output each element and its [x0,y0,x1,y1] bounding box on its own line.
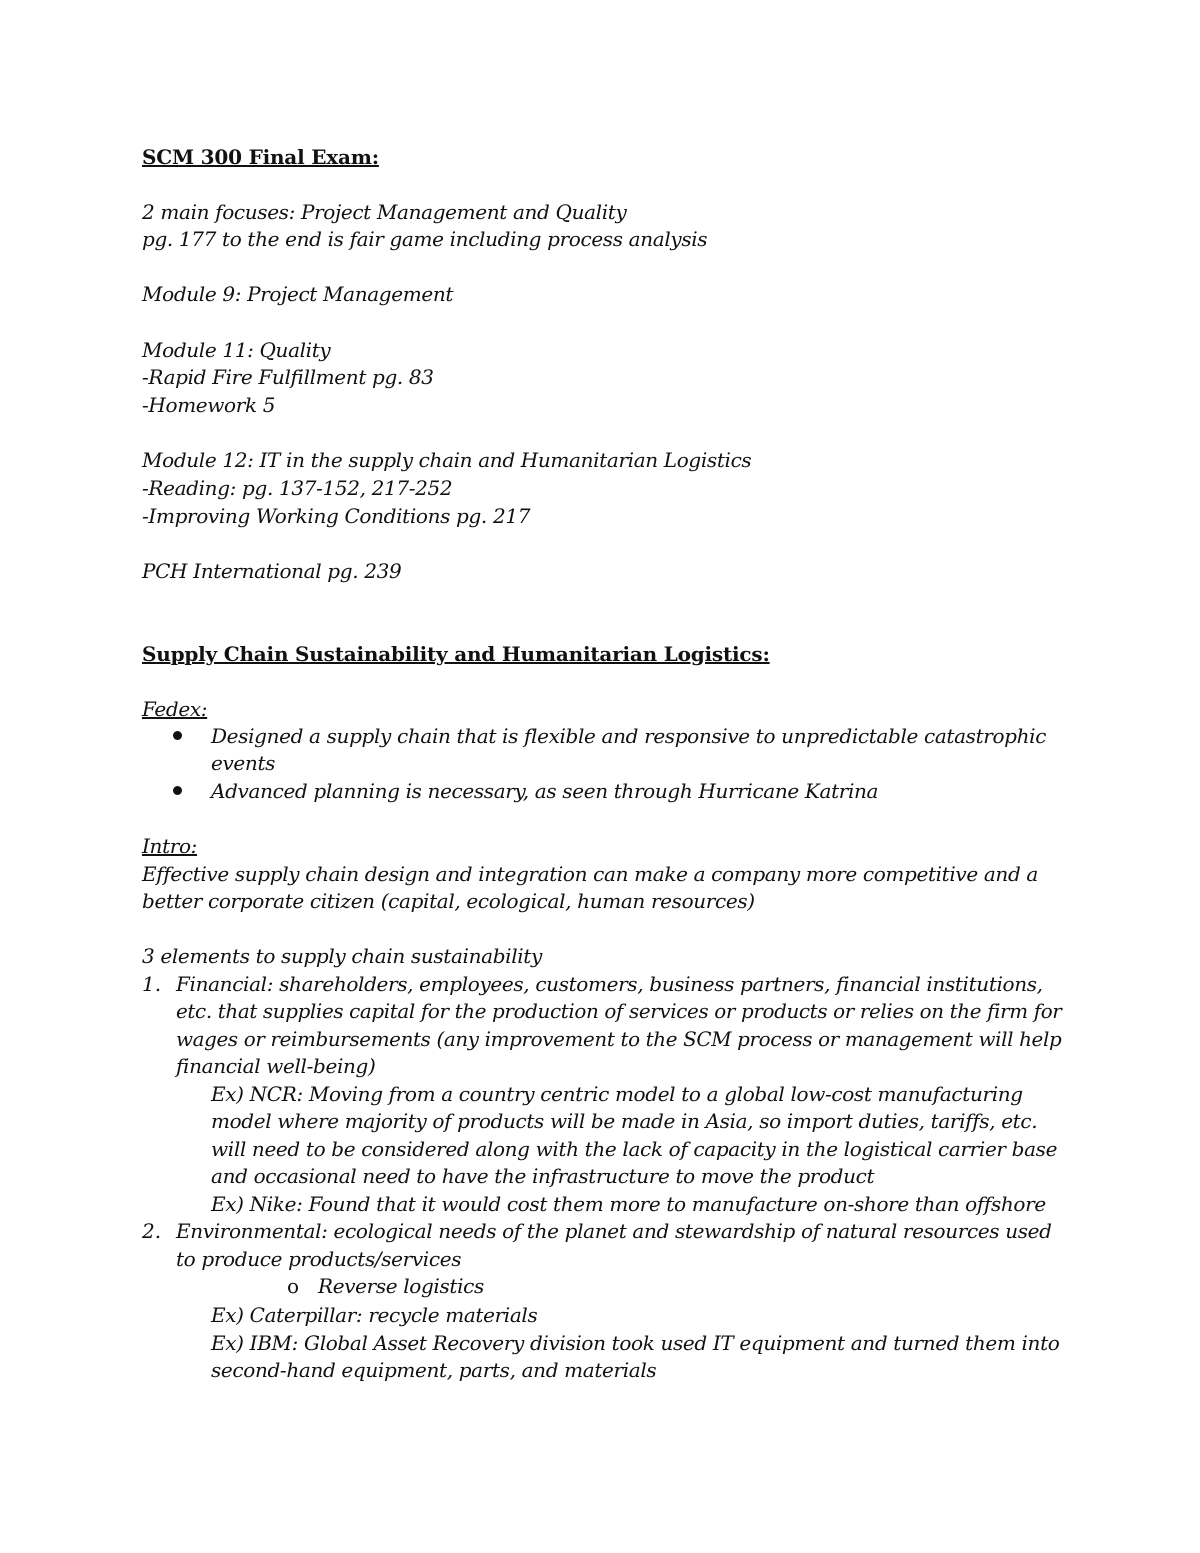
module-12-item: -Improving Working Conditions pg. 217 [142,504,531,528]
environmental-text: Environmental: ecological needs of the planet and stewardship of natural resources used [176,1219,1052,1243]
example-text: Ex) Caterpillar: recycle materials [211,1303,538,1327]
list-number: 1. [142,972,162,996]
list-number: 2. [142,1219,162,1243]
environmental-text: to produce products/services [176,1247,462,1271]
intro-label: Intro: [142,834,198,858]
module-11-item: -Rapid Fire Fulfillment pg. 83 [142,365,434,389]
pch-line: PCH International pg. 239 [142,559,402,583]
scope-line: pg. 177 to the end is fair game including process analysis [142,227,708,251]
financial-text: Financial: shareholders, employees, customers, business partners, financial institutions, [176,972,1043,996]
fedex-bullet-text: events [211,751,276,775]
financial-text: financial well-being) [176,1054,376,1078]
fedex-label: Fedex: [142,697,208,721]
module-11-title: Module 11: Quality [142,338,331,362]
example-text: Ex) NCR: Moving from a country centric model to a global low-cost manufacturing [211,1082,1023,1106]
exam-title: SCM 300 Final Exam: [142,145,379,169]
fedex-bullet-text: Designed a supply chain that is flexible and responsive to unpredictable catastrophic [211,724,1047,748]
example-text: model where majority of products will be made in Asia, so import duties, tariffs, etc. [211,1109,1038,1133]
module-9-line: Module 9: Project Management [142,282,454,306]
elements-title: 3 elements to supply chain sustainability [142,944,542,968]
bullet-dot [173,731,182,740]
example-text: second-hand equipment, parts, and materials [211,1358,657,1382]
example-text: Ex) Nike: Found that it would cost them more to manufacture on-shore than offshore [211,1192,1046,1216]
financial-text: wages or reimbursements (any improvement to the SCM process or management will help [176,1027,1062,1051]
module-12-item: -Reading: pg. 137-152, 217-252 [142,476,453,500]
example-text: and occasional need to have the infrastructure to move the product [211,1164,875,1188]
fedex-bullet-text: Advanced planning is necessary, as seen through Hurricane Katrina [211,779,879,803]
module-11-item: -Homework 5 [142,393,276,417]
example-text: will need to be considered along with the lack of capacity in the logistical carrier base [211,1137,1058,1161]
main-focuses-line: 2 main focuses: Project Management and Quality [142,200,627,224]
bullet-dot [173,786,182,795]
financial-text: etc. that supplies capital for the production of services or products or relies on the firm for [176,999,1062,1023]
section-heading: Supply Chain Sustainability and Humanitarian Logistics: [142,642,770,666]
module-12-title: Module 12: IT in the supply chain and Humanitarian Logistics [142,448,752,472]
sub-bullet-marker: o [287,1274,300,1298]
reverse-logistics-item: Reverse logistics [318,1274,484,1298]
example-text: Ex) IBM: Global Asset Recovery division took used IT equipment and turned them into [211,1331,1060,1355]
intro-text: Effective supply chain design and integration can make a company more competitive and a [142,862,1038,886]
intro-text: better corporate citizen (capital, ecological, human resources) [142,889,755,913]
